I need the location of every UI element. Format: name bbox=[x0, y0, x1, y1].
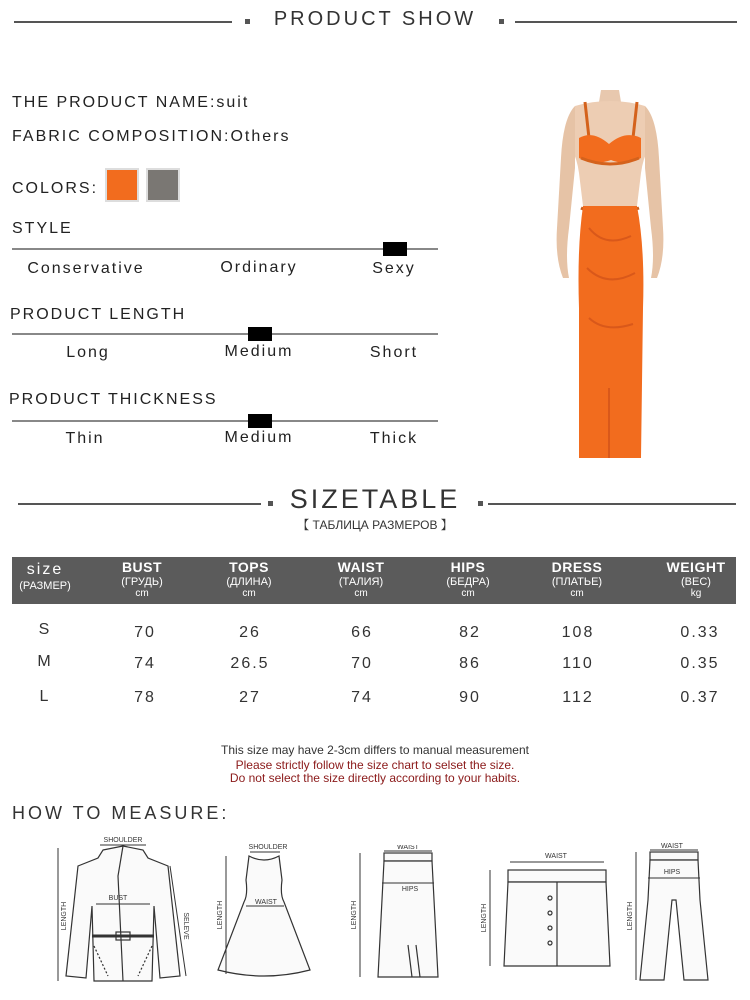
table-cell: 26 bbox=[239, 624, 261, 641]
col-bust-unit: cm bbox=[135, 588, 149, 599]
table-cell: 108 bbox=[561, 624, 595, 641]
col-waist-title: WAIST bbox=[337, 559, 385, 575]
product-name-value: suit bbox=[216, 94, 250, 111]
note-habits: Do not select the size directly according to your habits. bbox=[229, 771, 521, 785]
table-cell: 70 bbox=[134, 624, 156, 641]
col-hips bbox=[423, 557, 513, 604]
col-waist-sub: (ТАЛИЯ) bbox=[338, 576, 384, 588]
col-bust bbox=[97, 557, 187, 604]
sizetable-subtitle: 【 ТАБЛИЦА РАЗМЕРОВ 】 bbox=[297, 518, 453, 532]
dress-length-label: LENGTH bbox=[217, 900, 224, 930]
thickness-label-thin: Thin bbox=[65, 430, 105, 447]
col-tops bbox=[204, 557, 294, 604]
how-to-measure-title: HOW TO MEASURE: bbox=[12, 803, 230, 823]
jacket-length-label: LENGTH bbox=[61, 901, 68, 931]
thickness-title: PRODUCT THICKNESS bbox=[9, 391, 218, 408]
length-label-short: Short bbox=[369, 344, 419, 361]
size-table-header bbox=[12, 557, 736, 604]
col-hips-unit: cm bbox=[461, 588, 475, 599]
table-cell: 27 bbox=[239, 689, 261, 706]
shorts-diagram bbox=[478, 848, 618, 978]
fabric-row bbox=[12, 128, 290, 146]
skirt-waist-label: WAIST bbox=[397, 845, 419, 851]
note-follow-chart: Please strictly follow the size chart to selset the size. bbox=[235, 758, 515, 772]
header-dot-right bbox=[499, 19, 504, 24]
col-size bbox=[12, 557, 78, 604]
jacket-bust-label: BUST bbox=[108, 895, 128, 902]
table-cell: 90 bbox=[459, 689, 481, 706]
length-label-long: Long bbox=[66, 344, 110, 361]
col-tops-unit: cm bbox=[242, 588, 256, 599]
jacket-diagram bbox=[48, 836, 198, 986]
length-marker bbox=[248, 327, 272, 341]
table-cell: 110 bbox=[562, 655, 594, 672]
col-dress-title: DRESS bbox=[551, 559, 603, 575]
skirt-diagram bbox=[340, 845, 440, 985]
col-hips-title: HIPS bbox=[450, 559, 486, 575]
col-dress-unit: cm bbox=[570, 588, 584, 599]
product-name-row bbox=[12, 94, 249, 112]
table-cell: 26.5 bbox=[230, 655, 270, 672]
col-weight bbox=[656, 557, 736, 604]
dress-shoulder-label: SHOULDER bbox=[248, 844, 288, 851]
pants-hips-label: HIPS bbox=[663, 869, 681, 876]
table-cell: 0.35 bbox=[680, 655, 720, 672]
jacket-sleeve-label: SELEVE bbox=[182, 912, 189, 940]
col-weight-title: WEIGHT bbox=[666, 559, 726, 575]
style-title: STYLE bbox=[12, 220, 73, 237]
col-dress bbox=[532, 557, 622, 604]
col-dress-sub: (ПЛАТЬЕ) bbox=[551, 576, 603, 588]
dress-waist-label: WAIST bbox=[255, 899, 277, 906]
table-cell: 78 bbox=[134, 689, 156, 706]
table-cell: 0.33 bbox=[680, 624, 720, 641]
table-cell: 74 bbox=[134, 655, 156, 672]
table-cell: 70 bbox=[351, 655, 373, 672]
color-swatch-orange[interactable] bbox=[105, 168, 139, 202]
skirt-length-label: LENGTH bbox=[351, 900, 358, 930]
table-cell: 86 bbox=[459, 655, 481, 672]
colors-label: COLORS: bbox=[12, 180, 99, 197]
product-name-label: THE PRODUCT NAME: bbox=[12, 94, 217, 111]
product-photo bbox=[545, 88, 675, 468]
header-rule-left bbox=[14, 21, 232, 23]
col-weight-unit: kg bbox=[690, 588, 702, 599]
col-size-title: size bbox=[26, 561, 64, 578]
table-cell: 66 bbox=[351, 624, 373, 641]
sizetable-rule-left bbox=[18, 503, 261, 505]
col-tops-sub: (ДЛИНА) bbox=[226, 576, 272, 588]
thickness-scale-line bbox=[12, 420, 438, 422]
col-tops-title: TOPS bbox=[229, 559, 269, 575]
table-cell: M bbox=[37, 653, 53, 670]
header-rule-right bbox=[515, 21, 737, 23]
col-bust-title: BUST bbox=[121, 559, 163, 575]
dress-diagram bbox=[214, 840, 314, 985]
col-hips-sub: (БЕДРА) bbox=[446, 576, 490, 588]
table-cell: 82 bbox=[459, 624, 481, 641]
fabric-value: Others bbox=[230, 128, 291, 145]
shorts-length-label: LENGTH bbox=[481, 903, 488, 933]
sizetable-rule-right bbox=[488, 503, 736, 505]
pants-diagram bbox=[620, 840, 720, 990]
pants-length-label: LENGTH bbox=[627, 901, 634, 931]
length-title: PRODUCT LENGTH bbox=[10, 306, 187, 323]
sizetable-dot-right bbox=[478, 501, 483, 506]
length-scale-line bbox=[12, 333, 438, 335]
skirt-hips-label: HIPS bbox=[401, 886, 419, 893]
note-measurement: This size may have 2-3cm differs to manual measurement bbox=[221, 743, 529, 757]
header-title: PRODUCT SHOW bbox=[273, 8, 477, 30]
fabric-label: FABRIC COMPOSITION: bbox=[12, 128, 231, 145]
length-label-medium: Medium bbox=[224, 343, 294, 360]
style-marker bbox=[383, 242, 407, 256]
style-label-sexy: Sexy bbox=[372, 260, 416, 277]
pants-waist-label: WAIST bbox=[661, 843, 683, 850]
thickness-marker bbox=[248, 414, 272, 428]
sizetable-title: SIZETABLE bbox=[289, 484, 461, 514]
style-scale-line bbox=[12, 248, 438, 250]
thickness-label-thick: Thick bbox=[369, 430, 419, 447]
table-cell: 74 bbox=[351, 689, 373, 706]
table-cell: 112 bbox=[562, 689, 594, 706]
col-size-sub: (РАЗМЕР) bbox=[19, 580, 71, 592]
table-cell: L bbox=[39, 688, 51, 705]
shorts-waist-label: WAIST bbox=[545, 853, 567, 860]
col-waist-unit: cm bbox=[354, 588, 368, 599]
jacket-shoulder-label: SHOULDER bbox=[103, 837, 143, 844]
table-cell: 0.37 bbox=[680, 689, 720, 706]
color-swatch-gray[interactable] bbox=[146, 168, 180, 202]
table-cell: S bbox=[38, 621, 52, 638]
col-weight-sub: (ВЕС) bbox=[681, 576, 711, 588]
style-label-ordinary: Ordinary bbox=[220, 259, 298, 276]
style-label-conservative: Conservative bbox=[27, 260, 145, 277]
thickness-label-medium: Medium bbox=[224, 429, 294, 446]
col-waist bbox=[316, 557, 406, 604]
col-bust-sub: (ГРУДЬ) bbox=[121, 576, 163, 588]
